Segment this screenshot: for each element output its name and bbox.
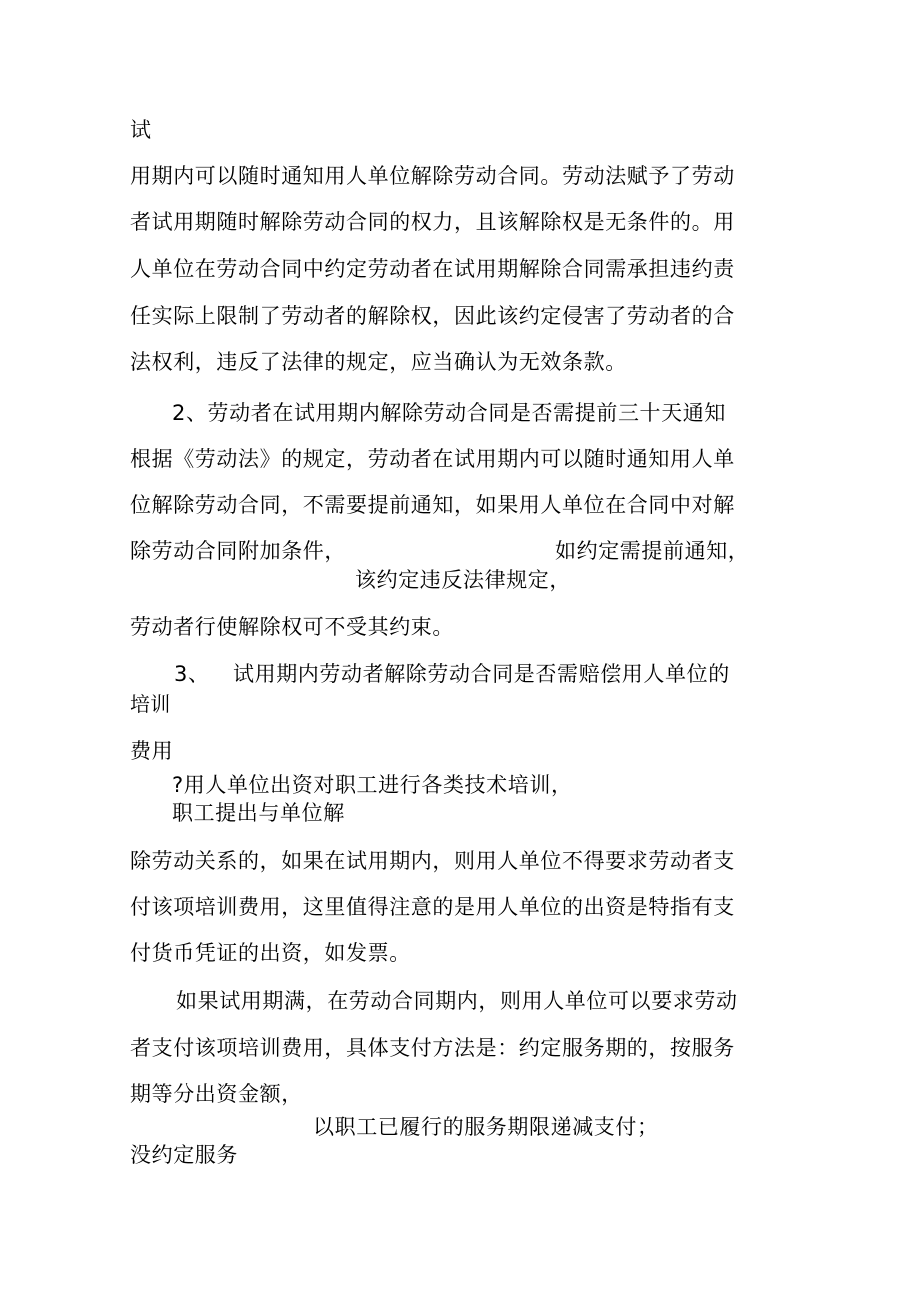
text-line-11: 该约定违反法律规定， [355,568,571,592]
text-line-15: 费用 [130,739,174,763]
text-line-25: 没约定服务 [130,1143,238,1167]
text-line-17: 职工提出与单位解 [172,801,345,825]
text-line-20: 付货币凭证的出资，如发票。 [130,941,411,965]
text-line-22: 者支付该项培训费用，具体支付方法是：约定服务期的，按服务 [130,1036,735,1060]
text-line-19: 付该项培训费用，这里值得注意的是用人单位的出资是特指有支 [130,895,735,919]
text-line-3: 者试用期随时解除劳动合同的权力，且该解除权是无条件的。用 [130,210,735,234]
text-line-10: 除劳动合同附加条件， [130,539,346,563]
text-line-4: 人单位在劳动合同中约定劳动者在试用期解除合同需承担违约责 [130,257,735,281]
section-heading-3: 试用期内劳动者解除劳动合同是否需赔偿用人单位的 [233,662,730,686]
text-line-9: 位解除劳动合同，不需要提前通知，如果用人单位在合同中对解 [130,493,735,517]
text-line-10b: 如约定需提前通知， [555,539,750,563]
text-line-12: 劳动者行使解除权可不受其约束。 [130,615,454,639]
text-line-24: 以职工已履行的服务期限递减支付； [313,1115,659,1139]
section-heading-2: 2、劳动者在试用期内解除劳动合同是否需提前三十天通知 [172,401,726,425]
text-line-16: ?用人单位出资对职工进行各类技术培训， [172,773,573,797]
text-line-5: 任实际上限制了劳动者的解除权，因此该约定侵害了劳动者的合 [130,304,735,328]
text-line-23: 期等分出资金额， [130,1082,303,1106]
section-number-3: 3、 [174,662,210,686]
text-line-8: 根据《劳动法》的规定，劳动者在试用期内可以随时通知用人单 [130,447,735,471]
text-line-1: 试 [130,118,152,142]
text-line-2: 用期内可以随时通知用人单位解除劳动合同。劳动法赋予了劳动 [130,164,735,188]
text-line-6: 法权利，违反了法律的规定，应当确认为无效条款。 [130,350,627,374]
text-line-18: 除劳动关系的，如果在试用期内，则用人单位不得要求劳动者支 [130,849,735,873]
text-line-14: 培训 [130,692,171,716]
text-line-21: 如果试用期满，在劳动合同期内，则用人单位可以要求劳动 [176,989,738,1013]
